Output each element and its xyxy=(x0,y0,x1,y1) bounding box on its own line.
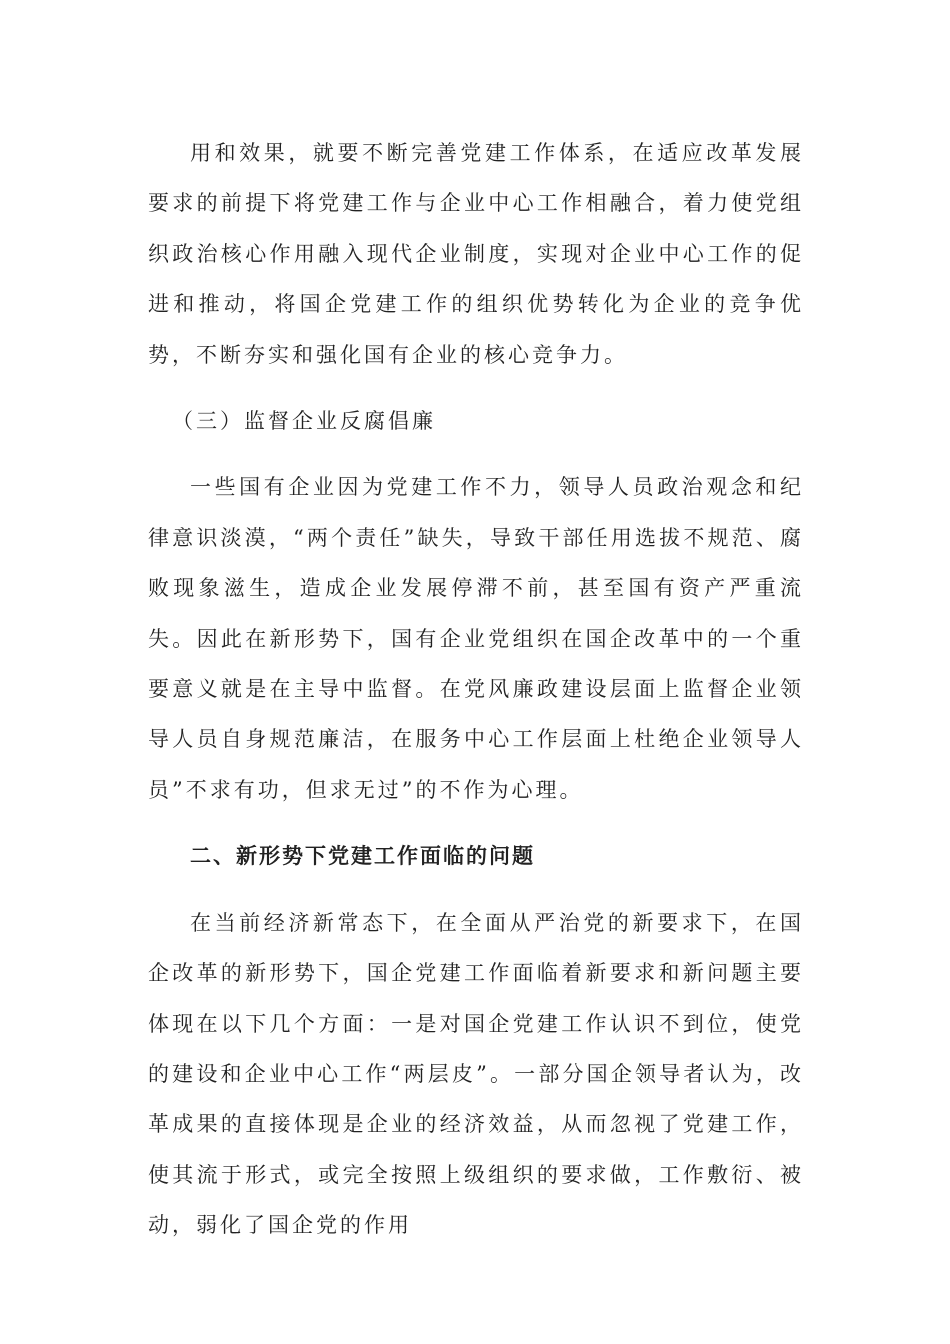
body-paragraph: 在当前经济新常态下，在全面从严治党的新要求下，在国企改革的新形势下，国企党建工作面临着新要求和新问题主要体现在以下几个方面：一是对国企党建工作认识不到位，使党的建设和企业中心工作“两层皮”。一部分国企领导者认为，改革成果的直接体现是企业的经济效益，从而忽视了党建工作，使其流于形式，或完全按照上级组织的要求做，工作敷衍、被动，弱化了国企党的作用 xyxy=(148,910,804,1238)
section-heading: 二、新形势下党建工作面临的问题 xyxy=(190,844,535,869)
body-paragraph: 一些国有企业因为党建工作不力，领导人员政治观念和纪律意识淡漠，“两个责任”缺失，导致干部任用选拔不规范、腐败现象滋生，造成企业发展停滞不前，甚至国有资产严重流失。因此在新形势下，国有企业党组织在国企改革中的一个重要意义就是在主导中监督。在党风廉政建设层面上监督企业领导人员自身规范廉洁，在服务中心工作层面上杜绝企业领导人员”不求有功，但求无过”的不作为心理。 xyxy=(148,475,804,802)
body-paragraph: 用和效果，就要不断完善党建工作体系，在适应改革发展要求的前提下将党建工作与企业中心工作相融合，着力使党组织政治核心作用融入现代企业制度，实现对企业中心工作的促进和推动，将国企党建工作的组织优势转化为企业的竞争优势，不断夯实和强化国有企业的核心竞争力。 xyxy=(148,141,804,367)
document-page xyxy=(148,128,804,1251)
section-subheading: （三）监督企业反腐倡廉 xyxy=(172,409,436,434)
